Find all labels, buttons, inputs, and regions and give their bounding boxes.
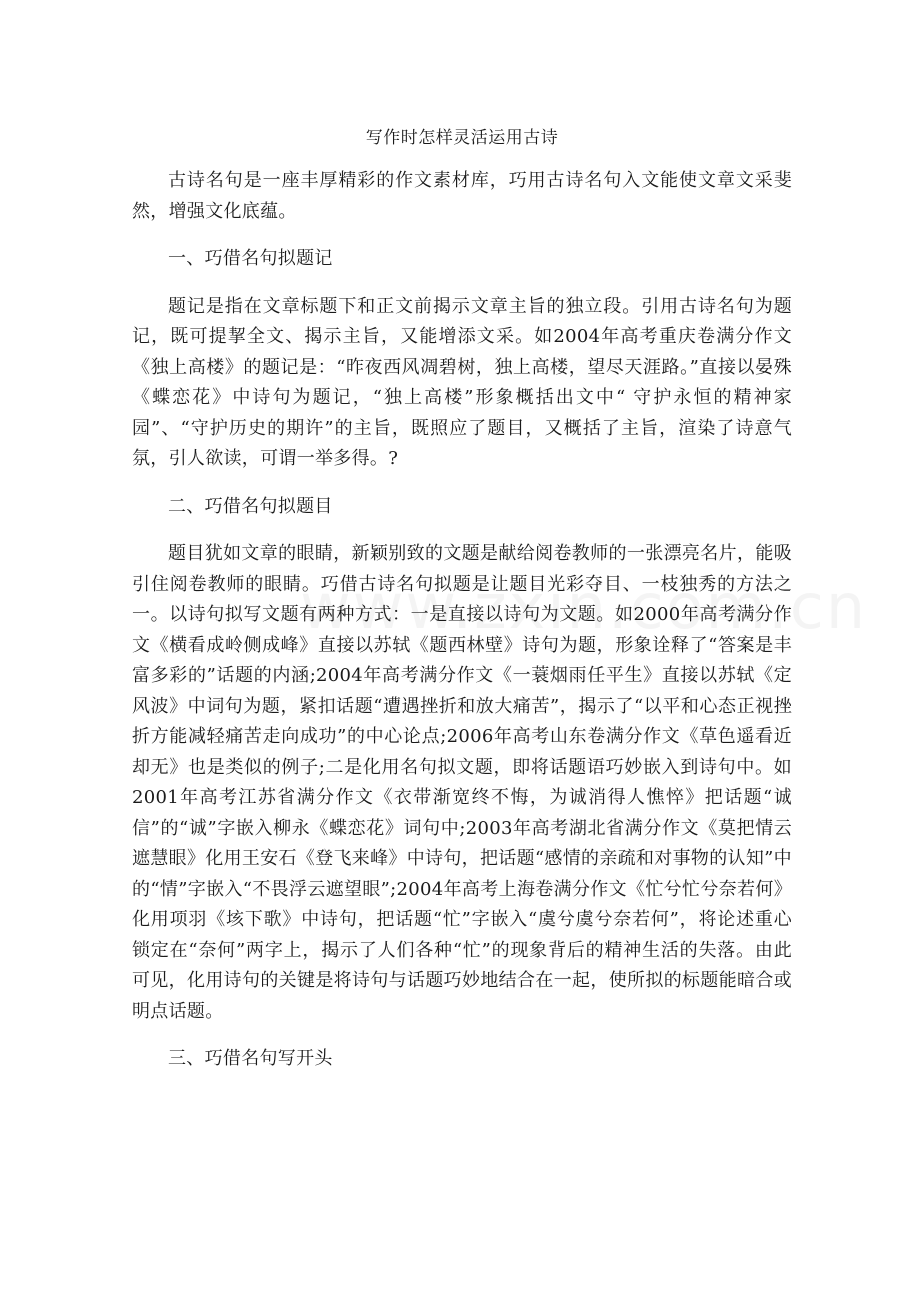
section-heading-1: 一、巧借名句拟题记 [168, 248, 333, 269]
document-title: 写作时怎样灵活运用古诗 [365, 128, 559, 148]
section-heading-2: 二、巧借名句拟题目 [168, 495, 333, 517]
section-heading-3: 三、巧借名句写开头 [168, 1048, 333, 1069]
section-body-2: 题目犹如文章的眼睛，新颖别致的文题是献给阅卷教师的一张漂亮名片，能吸引住阅卷教师的眼睛。巧借古诗名句拟题是让题目光彩夺目、一枝独秀的方法之一。以诗句拟写文题有两种方式：一是直接以诗句为文题。如2000年高考满分作文《横看成岭侧成峰》直接以苏轼《题西林壁》诗句为题，形象诠释了“答案是丰富多彩的”话题的内涵;2004年高考满分作文《一蓑烟雨任平生》直接以苏轼《定风波》中词句为题，紧扣话题“遭遇挫折和放大痛苦”，揭示了“以平和心态正视挫折方能减轻痛苦走向成功”的中心论点;2006年高考山东卷满分作文《草色遥看近却无》也是类似的例子;二是化用名句拟文题，即将话题语巧妙嵌入到诗句中。如2001年高考江苏省满分作文《衣带渐宽终不悔，为诚消得人憔悴》把话题“诚信”的“诚”字嵌入柳永《蝶恋花》词句中;2003年高考湖北省满分作文《莫把情云遮慧眼》化用王安石《登飞来峰》中诗句，把话题“感情的亲疏和对事物的认知”中的“情”字嵌入“不畏浮云遮望眼”;2004年高考上海卷满分作文《忙兮忙兮奈若何》化用项羽《垓下歌》中诗句，把话题“忙”字嵌入“虞兮虞兮奈若何”，将论述重心锁定在“奈何”两字上，揭示了人们各种“忙”的现象背后的精神生活的失落。由此可见，化用诗句的关键是将诗句与话题巧妙地结合在一起，使所拟的标题能暗合或明点话题。 [132, 543, 792, 1022]
document-page [132, 124, 792, 1092]
section-body-1: 题记是指在文章标题下和正文前揭示文章主旨的独立段。引用古诗名句为题记，既可提挈全文、揭示主旨，又能增添文采。如2004年高考重庆卷满分作文《独上高楼》的题记是：“昨夜西风凋碧树，独上高楼，望尽天涯路。”直接以晏殊《蝶恋花》中诗句为题记，“独上高楼”形象概括出文中“ 守护永恒的精神家园”、“守护历史的期许”的主旨，既照应了题目，又概括了主旨，渲染了诗意气氛，引人欲读，可谓一举多得。? [132, 295, 792, 469]
intro-paragraph: 古诗名句是一座丰厚精彩的作文素材库，巧用古诗名句入文能使文章文采斐然，增强文化底蕴。 [132, 170, 792, 222]
